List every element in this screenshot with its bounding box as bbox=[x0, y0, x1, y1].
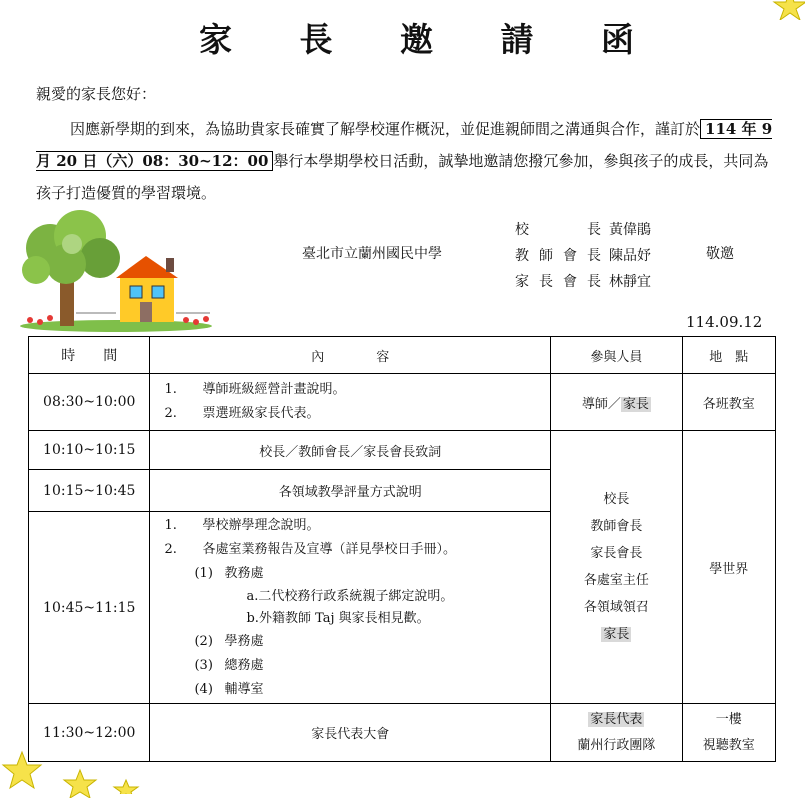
people-highlight: 家長 bbox=[622, 396, 649, 412]
sub-sub-item: a.二代校務行政系統親子綁定說明。 bbox=[246, 588, 454, 604]
people-item: 教師會長 bbox=[590, 519, 643, 534]
content-cell: 家長代表大會 bbox=[150, 704, 551, 762]
location-line: 視聽教室 bbox=[702, 737, 755, 753]
item-number: 1. bbox=[164, 382, 177, 397]
people-cell bbox=[551, 704, 683, 762]
closing-word: 敬邀 bbox=[706, 246, 734, 262]
star-icon bbox=[112, 778, 140, 794]
table-row bbox=[29, 374, 776, 431]
tree-house-illustration bbox=[16, 208, 216, 332]
people-item: 校長 bbox=[603, 492, 630, 507]
people-cell bbox=[551, 374, 683, 431]
location-cell: 各班教室 bbox=[682, 374, 775, 431]
item-text: 票選班級家長代表。 bbox=[202, 406, 320, 421]
sub-item-number: (1) bbox=[194, 565, 213, 581]
signature-name: 陳品妤 bbox=[609, 248, 651, 264]
sub-item-number: (2) bbox=[194, 633, 213, 649]
signature-name: 黃偉鵑 bbox=[609, 222, 651, 238]
people-highlight: 家長 bbox=[603, 627, 630, 642]
people-cell-shared bbox=[551, 431, 683, 704]
item-text: 各處室業務報告及宣導（詳見學校日手冊）。 bbox=[202, 541, 456, 557]
signature-title: 校長 bbox=[515, 222, 601, 238]
header-people: 參與人員 bbox=[551, 337, 683, 374]
invitation-paragraph bbox=[36, 113, 776, 209]
star-icon bbox=[0, 748, 46, 794]
time-cell: 10:15~10:45 bbox=[29, 470, 150, 512]
sub-item-number: (4) bbox=[194, 681, 213, 697]
time-cell: 08:30~10:00 bbox=[29, 374, 150, 431]
signature-block bbox=[515, 217, 651, 295]
greeting: 親愛的家長您好： bbox=[36, 85, 157, 103]
signature-title: 家長會長 bbox=[515, 274, 601, 290]
schedule-table bbox=[28, 336, 776, 762]
item-text: 導師班級經營計畫說明。 bbox=[202, 382, 346, 397]
time-cell: 11:30~12:00 bbox=[29, 704, 150, 762]
people-item: 各處室主任 bbox=[583, 573, 649, 588]
signature-row bbox=[515, 243, 651, 269]
star-icon bbox=[772, 0, 805, 20]
header-content: 內 容 bbox=[150, 337, 551, 374]
sub-item-number: (3) bbox=[194, 657, 213, 673]
item-number: 2. bbox=[164, 406, 177, 421]
location-line: 一樓 bbox=[715, 711, 742, 727]
sub-item-text: 輔導室 bbox=[224, 681, 264, 697]
item-number: 1. bbox=[164, 517, 177, 533]
table-row bbox=[29, 431, 776, 470]
sub-item-text: 總務處 bbox=[224, 657, 264, 673]
paragraph-text-before: 因應新學期的到來，為協助貴家長確實了解學校運作概況，並促進親師間之溝通與合作，謹訂於 bbox=[70, 120, 701, 138]
sub-sub-item: b.外籍教師 Taj 與家長相見歡。 bbox=[246, 610, 430, 626]
table-row bbox=[29, 704, 776, 762]
header-location: 地 點 bbox=[682, 337, 775, 374]
location-cell bbox=[682, 704, 775, 762]
sub-item-text: 教務處 bbox=[224, 565, 264, 581]
people-text: 導師／ bbox=[581, 396, 621, 412]
event-datetime-highlight: 114 年 9 月 20 日（六）08：30~12：00 bbox=[36, 120, 773, 170]
page-title: 家 長 邀 請 函 bbox=[199, 20, 662, 59]
content-cell: 各領域教學評量方式說明 bbox=[150, 470, 551, 512]
people-item: 蘭州行政團隊 bbox=[577, 737, 656, 753]
item-number: 2. bbox=[164, 541, 177, 557]
signature-title: 教師會長 bbox=[515, 248, 601, 264]
location-cell-shared: 學世界 bbox=[682, 431, 775, 704]
people-item: 家長會長 bbox=[590, 546, 643, 561]
school-name: 臺北市立蘭州國民中學 bbox=[302, 246, 442, 262]
header-time: 時 間 bbox=[29, 337, 150, 374]
people-item: 各領域領召 bbox=[583, 600, 649, 615]
people-highlight: 家長代表 bbox=[590, 711, 643, 727]
sub-item-text: 學務處 bbox=[224, 633, 264, 649]
content-cell bbox=[150, 374, 551, 431]
signature-row bbox=[515, 217, 651, 243]
content-cell: 校長／教師會長／家長會長致詞 bbox=[150, 431, 551, 470]
content-cell bbox=[150, 512, 551, 704]
item-text: 學校辦學理念說明。 bbox=[202, 517, 320, 533]
time-cell: 10:45~11:15 bbox=[29, 512, 150, 704]
issue-date: 114.09.12 bbox=[686, 313, 763, 331]
time-cell: 10:10~10:15 bbox=[29, 431, 150, 470]
signature-row bbox=[515, 269, 651, 295]
signature-name: 林靜宜 bbox=[609, 274, 651, 290]
paragraph-text-after: 舉行本學期學校日活動，誠摯地邀請您撥冗參加，參與孩子的成長，共同為孩子打造優質的學習環境。 bbox=[36, 152, 769, 202]
table-header-row bbox=[29, 337, 776, 374]
